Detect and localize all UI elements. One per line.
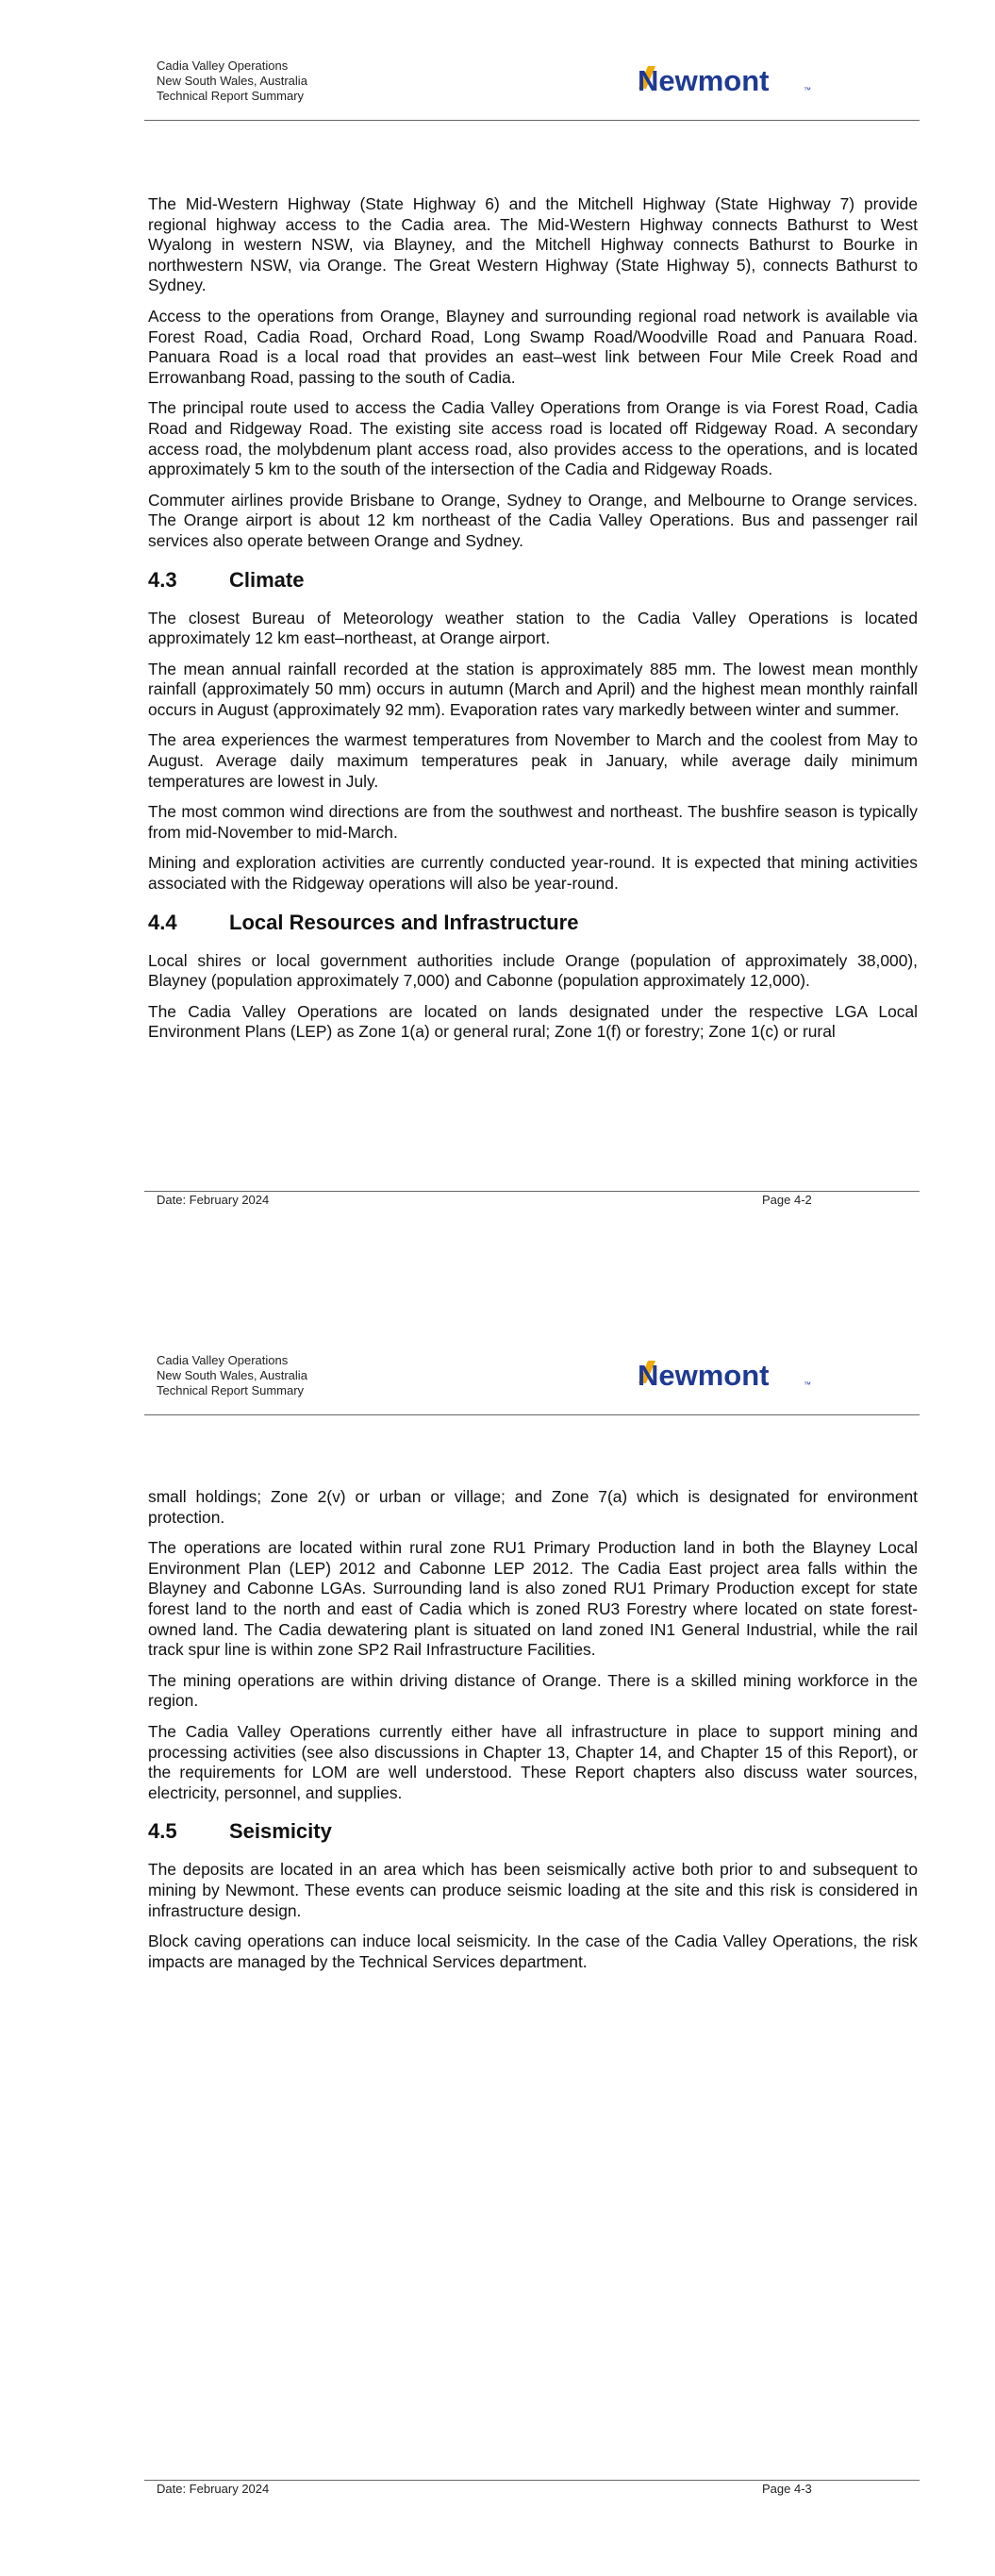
page-body bbox=[148, 1487, 918, 1982]
section-number: 4.4 bbox=[148, 910, 177, 934]
footer-date: Date: February 2024 bbox=[157, 1193, 270, 1207]
paragraph: The deposits are located in an area which has been seismically active both prior to and subsequent to mining by Newmont. These events can produce seismic loading at the site and this risk is considered in infrastructure design. bbox=[148, 1860, 918, 1920]
report-page-4-3 bbox=[0, 1288, 995, 2576]
footer-divider bbox=[144, 2480, 920, 2481]
section-heading-climate bbox=[148, 568, 918, 593]
paragraph: The operations are located within rural zone RU1 Primary Production land in both the Blayney Local Environment Plan (LEP) 2012 and Cabonne LEP 2012. The Cadia East project area falls within the Blayney and Cabonne LGAs. Surrounding land is also zoned RU1 Primary Production except for state forest land to the north and east of Cadia which is zoned RU3 Forestry where located on state forest-owned land. The Cadia dewatering plant is situated on land zoned IN1 General Industrial, while the rail track spur line is within zone SP2 Rail Infrastructure Facilities. bbox=[148, 1538, 918, 1660]
header-line-report: Technical Report Summary bbox=[157, 89, 305, 103]
header-line-report: Technical Report Summary bbox=[157, 1383, 305, 1397]
section-heading-seismicity bbox=[148, 1819, 918, 1844]
paragraph: The mining operations are within driving distance of Orange. There is a skilled mining workforce in the region. bbox=[148, 1670, 918, 1711]
paragraph: Commuter airlines provide Brisbane to Orange, Sydney to Orange, and Melbourne to Orange services. The Orange airport is about 12 km northeast of the Cadia Valley Operations. Bus and passenger rail services also operate between Orange and Sydney. bbox=[148, 490, 918, 550]
section-title: Seismicity bbox=[229, 1819, 332, 1844]
footer-date: Date: February 2024 bbox=[157, 2482, 270, 2496]
paragraph: The principal route used to access the Cadia Valley Operations from Orange is via Forest Road, Cadia Road and Ridgeway Road. The existing site access road is located off Ridgeway Road. A secondary access road, the molybdenum plant access road, also provides access to the operations, and is located approximately 5 km to the south of the intersection of the Cadia and Ridgeway Roads. bbox=[148, 398, 918, 479]
paragraph: The closest Bureau of Meteorology weather station to the Cadia Valley Operations is located approximately 12 km east–northeast, at Orange airport. bbox=[148, 608, 918, 648]
header-line-operation: Cadia Valley Operations bbox=[157, 59, 289, 73]
footer-page-number: Page 4-2 bbox=[762, 1193, 812, 1207]
footer-page-number: Page 4-3 bbox=[762, 2482, 812, 2496]
paragraph: Access to the operations from Orange, Blayney and surrounding regional road network is available via Forest Road, Cadia Road, Orchard Road, Long Swamp Road/Woodville Road and Panuara Road. Panuara Road is a local road that provides an east–west link between Four Mile Creek Road and Errowanbang Road, passing to the south of Cadia. bbox=[148, 306, 918, 387]
section-title: Climate bbox=[229, 567, 305, 592]
paragraph: The most common wind directions are from the southwest and northeast. The bushfire season is typically from mid-November to mid-March. bbox=[148, 802, 918, 842]
page-header-text bbox=[157, 1353, 307, 1398]
section-title: Local Resources and Infrastructure bbox=[229, 910, 579, 934]
paragraph: Local shires or local government authorities include Orange (population of approximately 38,000), Blayney (population approximately 7,000) and Cabonne (population approximately 12,000). bbox=[148, 950, 918, 991]
newmont-logo bbox=[637, 1355, 816, 1397]
section-number: 4.5 bbox=[148, 1819, 177, 1844]
logo-wordmark: Newmont bbox=[638, 64, 770, 97]
page-body bbox=[148, 194, 918, 1053]
header-line-location: New South Wales, Australia bbox=[157, 1368, 307, 1382]
header-divider bbox=[144, 120, 920, 121]
paragraph: small holdings; Zone 2(v) or urban or village; and Zone 7(a) which is designated for environment protection. bbox=[148, 1487, 918, 1527]
header-line-location: New South Wales, Australia bbox=[157, 74, 307, 88]
logo-wordmark: Newmont bbox=[638, 1359, 770, 1392]
newmont-logo bbox=[637, 60, 816, 102]
paragraph: The Cadia Valley Operations are located on lands designated under the respective LGA Local Environment Plans (LEP) as Zone 1(a) or general rural; Zone 1(f) or forestry; Zone 1(c) or rural bbox=[148, 1001, 918, 1042]
paragraph: The Cadia Valley Operations currently either have all infrastructure in place to support mining and processing activities (see also discussions in Chapter 13, Chapter 14, and Chapter 15 of this Report), or the requirements for LOM are well understood. These Report chapters also discuss water sources, electricity, personnel, and supplies. bbox=[148, 1721, 918, 1802]
paragraph: Block caving operations can induce local seismicity. In the case of the Cadia Valley Operations, the risk impacts are managed by the Technical Services department. bbox=[148, 1932, 918, 1971]
logo-trademark: ™ bbox=[804, 86, 811, 94]
header-line-operation: Cadia Valley Operations bbox=[157, 1353, 289, 1367]
section-number: 4.3 bbox=[148, 567, 177, 592]
paragraph: The mean annual rainfall recorded at the station is approximately 885 mm. The lowest mean monthly rainfall (approximately 50 mm) occurs in autumn (March and April) and the highest mean monthly rainfall occurs in August (approximately 92 mm). Evaporation rates vary markedly between winter and summer. bbox=[148, 659, 918, 719]
footer-divider bbox=[144, 1191, 920, 1192]
paragraph: Mining and exploration activities are currently conducted year-round. It is expected that mining activities associated with the Ridgeway operations will also be year-round. bbox=[148, 853, 918, 894]
logo-trademark: ™ bbox=[804, 1380, 811, 1389]
paragraph: The Mid-Western Highway (State Highway 6) and the Mitchell Highway (State Highway 7) provide regional highway access to the Cadia area. The Mid-Western Highway connects Bathurst to West Wyalong in western NSW, via Blayney, and the Mitchell Highway connects Bathurst to Bourke in northwestern NSW, via Orange. The Great Western Highway (State Highway 5), connects Bathurst to Sydney. bbox=[148, 194, 918, 295]
page-header-text bbox=[157, 59, 307, 104]
section-heading-local-resources bbox=[148, 911, 918, 935]
header-divider bbox=[144, 1414, 920, 1415]
paragraph: The area experiences the warmest temperatures from November to March and the coolest from May to August. Average daily maximum temperatures peak in January, while average daily minimum temperatures are lowest in July. bbox=[148, 730, 918, 791]
